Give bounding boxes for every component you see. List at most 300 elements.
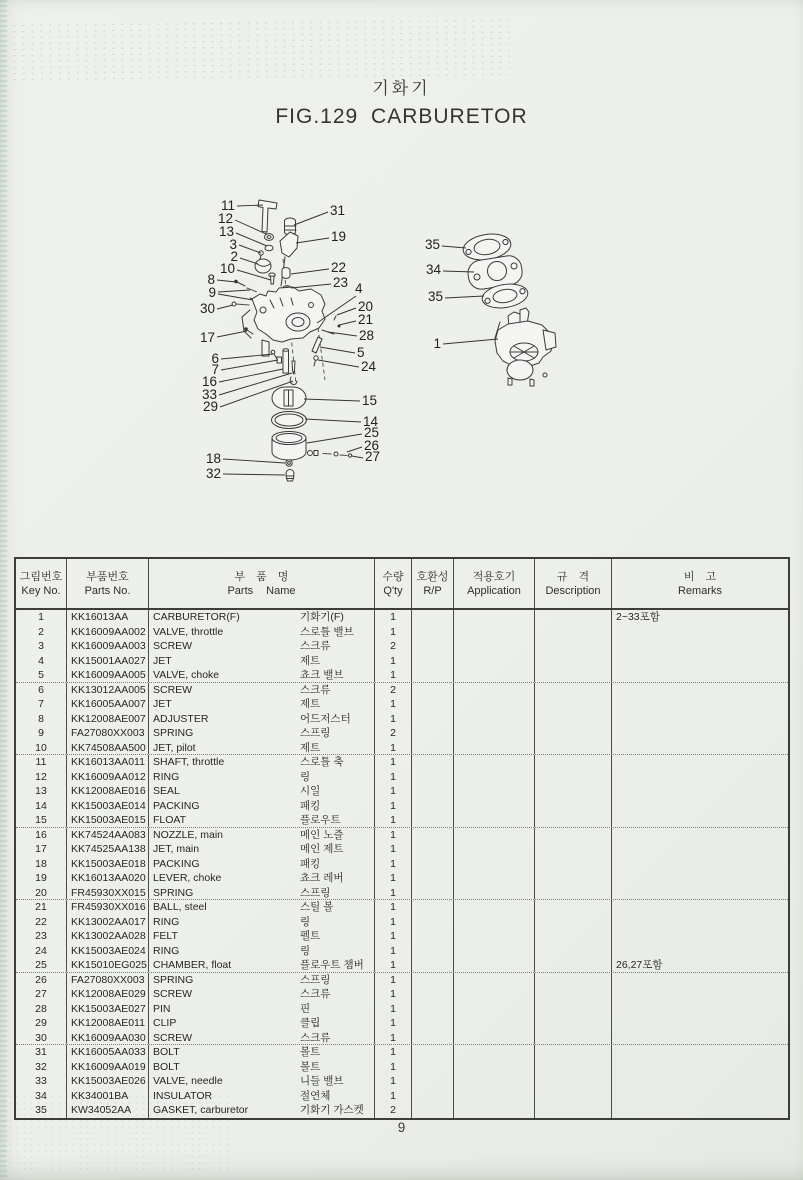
cell-remarks [612, 857, 788, 872]
cell-qty: 1 [375, 799, 412, 814]
cell-parts-no: KK74525AA138 [67, 842, 149, 857]
cell-description [535, 987, 612, 1002]
cell-parts-name-en: PIN [153, 1002, 171, 1015]
cell-parts-name-ko: 어드저스터 [297, 712, 375, 727]
cell-parts-name-en: VALVE, needle [153, 1075, 223, 1087]
cell-qty: 1 [375, 842, 412, 857]
cell-remarks [612, 813, 788, 827]
cell-parts-no: KK13002AA017 [67, 915, 149, 930]
cell-remarks [612, 770, 788, 785]
cell-description [535, 712, 612, 727]
cell-remarks [612, 987, 788, 1002]
cell-qty: 1 [375, 929, 412, 944]
cell-qty: 2 [375, 639, 412, 654]
cell-parts-name-en: RING [153, 915, 180, 928]
cell-qty: 1 [375, 973, 412, 988]
cell-description [535, 1074, 612, 1089]
cell-parts-name-ko: 스프링 [297, 886, 375, 900]
cell-remarks [612, 712, 788, 727]
cell-parts-name-en: FELT [153, 930, 178, 942]
parts-table [14, 557, 790, 1120]
cell-application [454, 683, 535, 698]
cell-remarks [612, 871, 788, 886]
table-row [16, 1002, 788, 1017]
cell-key-no: 19 [16, 871, 67, 886]
cell-rp [412, 683, 454, 698]
svg-text:19: 19 [331, 229, 347, 244]
cell-rp [412, 712, 454, 727]
cell-parts-name-ko: 제트 [297, 654, 375, 669]
cell-qty: 1 [375, 755, 412, 770]
cell-description [535, 726, 612, 741]
cell-parts-name-ko: 플로우트 챔버 [297, 958, 375, 972]
cell-parts-name-ko: 볼트 [297, 1060, 375, 1075]
exploded-parts-diagram [0, 0, 803, 520]
cell-qty: 1 [375, 857, 412, 872]
cell-qty: 1 [375, 886, 412, 900]
page-title: FIG.129 CARBURETOR [275, 105, 528, 128]
svg-text:18: 18 [205, 451, 221, 466]
cell-parts-no: KK16005AA007 [67, 697, 149, 712]
cell-rp [412, 799, 454, 814]
cell-parts-name-ko: 니들 밸브 [297, 1074, 375, 1089]
cell-remarks [612, 973, 788, 988]
cell-key-no: 21 [16, 900, 67, 915]
cell-description [535, 799, 612, 814]
cell-parts-name-ko: 스프링 [297, 973, 375, 988]
cell-description [535, 813, 612, 827]
cell-remarks [612, 1016, 788, 1031]
svg-text:17: 17 [199, 330, 215, 345]
cell-application [454, 770, 535, 785]
cell-description [535, 1031, 612, 1045]
cell-key-no: 24 [16, 944, 67, 959]
cell-parts-no: KK15001AA027 [67, 654, 149, 669]
svg-text:22: 22 [331, 260, 347, 275]
table-row [16, 741, 788, 756]
cell-key-no: 29 [16, 1016, 67, 1031]
cell-remarks [612, 828, 788, 843]
table-row [16, 1016, 788, 1031]
svg-text:24: 24 [361, 359, 377, 374]
svg-text:3: 3 [229, 237, 237, 252]
cell-rp [412, 1031, 454, 1045]
cell-parts-no: FR45930XX015 [67, 886, 149, 900]
cell-description [535, 639, 612, 654]
table-row [16, 1103, 788, 1118]
cell-application [454, 973, 535, 988]
cell-key-no: 1 [16, 610, 67, 625]
cell-description [535, 784, 612, 799]
cell-rp [412, 944, 454, 959]
cell-parts-name-ko: 링 [297, 944, 375, 959]
cell-description [535, 741, 612, 755]
cell-parts-no: KK16013AA020 [67, 871, 149, 886]
cell-qty: 1 [375, 697, 412, 712]
cell-application [454, 828, 535, 843]
svg-text:34: 34 [425, 262, 441, 277]
cell-rp [412, 770, 454, 785]
cell-rp [412, 871, 454, 886]
cell-parts-name-en: VALVE, throttle [153, 625, 224, 638]
cell-parts-name-en: SPRING [153, 973, 194, 986]
cell-parts-no: KK15003AE015 [67, 813, 149, 827]
cell-description [535, 886, 612, 900]
cell-parts-name-ko: 제트 [297, 741, 375, 755]
cell-parts-name-en: PACKING [153, 857, 200, 870]
cell-key-no: 7 [16, 697, 67, 712]
cell-application [454, 726, 535, 741]
svg-text:25: 25 [364, 425, 380, 440]
cell-parts-no: KK15003AE027 [67, 1002, 149, 1017]
table-row [16, 1045, 788, 1060]
svg-text:2: 2 [230, 249, 238, 264]
cell-description [535, 871, 612, 886]
cell-description [535, 929, 612, 944]
page-number: 9 [397, 1120, 406, 1135]
cell-parts-name-en: INSULATOR [153, 1089, 213, 1102]
cell-application [454, 784, 535, 799]
cell-parts-name-ko: 기화기 가스켓 [297, 1103, 375, 1118]
table-row [16, 871, 788, 886]
cell-qty: 1 [375, 828, 412, 843]
cell-description [535, 755, 612, 770]
cell-qty: 1 [375, 668, 412, 682]
cell-parts-name-ko: 클립 [297, 1016, 375, 1031]
cell-parts-no: FR45930XX016 [67, 900, 149, 915]
cell-parts-no: KK74508AA500 [67, 741, 149, 755]
cell-description [535, 668, 612, 682]
svg-text:33: 33 [201, 387, 217, 402]
cell-description [535, 842, 612, 857]
cell-parts-name-en: BOLT [153, 1046, 180, 1058]
table-row [16, 755, 788, 770]
cell-parts-no: KK13012AA005 [67, 683, 149, 698]
cell-key-no: 30 [16, 1031, 67, 1045]
cell-parts-name-ko: 절연체 [297, 1089, 375, 1104]
cell-rp [412, 625, 454, 640]
cell-remarks [612, 1103, 788, 1118]
cell-application [454, 900, 535, 915]
cell-description [535, 944, 612, 959]
cell-remarks [612, 929, 788, 944]
cell-parts-no: KK74524AA083 [67, 828, 149, 843]
cell-remarks [612, 1045, 788, 1060]
cell-rp [412, 1016, 454, 1031]
cell-application [454, 1045, 535, 1060]
table-row [16, 654, 788, 669]
cell-parts-name-ko: 제트 [297, 697, 375, 712]
cell-parts-name-en: JET, main [153, 843, 200, 855]
cell-key-no: 18 [16, 857, 67, 872]
cell-qty: 2 [375, 726, 412, 741]
cell-parts-name-en: RING [153, 770, 180, 783]
cell-remarks: 26,27포함 [616, 959, 663, 971]
cell-application [454, 1002, 535, 1017]
cell-remarks [612, 842, 788, 857]
carburetor-exploded-view [200, 198, 556, 481]
cell-application [454, 712, 535, 727]
table-row [16, 958, 788, 973]
cell-application [454, 871, 535, 886]
cell-qty: 1 [375, 915, 412, 930]
cell-application [454, 799, 535, 814]
cell-remarks [612, 900, 788, 915]
svg-text:32: 32 [205, 466, 221, 481]
cell-qty: 1 [375, 958, 412, 972]
cell-key-no: 16 [16, 828, 67, 843]
cell-parts-no: KK12008AE011 [67, 1016, 149, 1031]
cell-rp [412, 828, 454, 843]
cell-parts-name-ko: 패킹 [297, 799, 375, 814]
cell-application [454, 1016, 535, 1031]
cell-key-no: 9 [16, 726, 67, 741]
cell-key-no: 6 [16, 683, 67, 698]
cell-qty: 1 [375, 1074, 412, 1089]
cell-description [535, 1045, 612, 1060]
cell-remarks [612, 654, 788, 669]
cell-parts-name-en: BOLT [153, 1060, 180, 1073]
cell-rp [412, 726, 454, 741]
cell-rp [412, 755, 454, 770]
svg-text:26: 26 [364, 438, 380, 453]
cell-parts-no: KK16009AA002 [67, 625, 149, 640]
cell-parts-name-ko: 플로우트 [297, 813, 375, 827]
cell-key-no: 26 [16, 973, 67, 988]
svg-text:15: 15 [362, 393, 378, 408]
cell-application [454, 915, 535, 930]
table-row [16, 987, 788, 1002]
cell-remarks [612, 1060, 788, 1075]
header-remarks: 비 고 Remarks [677, 570, 722, 597]
cell-parts-name-en: SCREW [153, 988, 193, 1000]
cell-description [535, 683, 612, 698]
cell-application [454, 639, 535, 654]
cell-qty: 1 [375, 625, 412, 640]
cell-parts-name-en: JET [153, 654, 172, 667]
table-row [16, 784, 788, 799]
cell-parts-name-ko: 스프링 [297, 726, 375, 741]
svg-text:29: 29 [202, 399, 218, 414]
cell-remarks [612, 683, 788, 698]
cell-key-no: 12 [16, 770, 67, 785]
cell-parts-name-en: SEAL [153, 785, 180, 797]
cell-description [535, 915, 612, 930]
table-row [16, 712, 788, 727]
cell-description [535, 1103, 612, 1118]
parts-table-header [16, 559, 788, 610]
svg-text:27: 27 [365, 449, 381, 464]
cell-parts-name-en: CLIP [153, 1017, 177, 1029]
cell-remarks [612, 741, 788, 755]
cell-qty: 1 [375, 1031, 412, 1045]
table-row [16, 842, 788, 857]
cell-qty: 1 [375, 770, 412, 785]
cell-key-no: 33 [16, 1074, 67, 1089]
table-row [16, 900, 788, 915]
cell-parts-name-ko: 스틸 볼 [297, 900, 375, 915]
cell-qty: 1 [375, 1002, 412, 1017]
parts-table-body [16, 610, 788, 1118]
header-description: 규 격 Description [535, 559, 612, 608]
cell-rp [412, 900, 454, 915]
cell-key-no: 27 [16, 987, 67, 1002]
table-row [16, 770, 788, 785]
cell-remarks [612, 726, 788, 741]
table-row [16, 799, 788, 814]
cell-parts-no: KK16013AA011 [67, 755, 149, 770]
cell-remarks [612, 915, 788, 930]
cell-parts-no: KK15003AE026 [67, 1074, 149, 1089]
cell-parts-name-ko: 기화기(F) [297, 610, 375, 625]
svg-text:20: 20 [358, 299, 374, 314]
cell-key-no: 35 [16, 1103, 67, 1118]
svg-text:8: 8 [207, 272, 215, 287]
cell-application [454, 668, 535, 682]
cell-key-no: 4 [16, 654, 67, 669]
cell-qty: 1 [375, 784, 412, 799]
cell-parts-no: KK16005AA033 [67, 1045, 149, 1060]
cell-application [454, 755, 535, 770]
cell-rp [412, 1074, 454, 1089]
cell-rp [412, 654, 454, 669]
svg-text:11: 11 [220, 198, 235, 213]
cell-remarks [612, 799, 788, 814]
cell-parts-name-en: FLOAT [153, 814, 187, 826]
cell-application [454, 1031, 535, 1045]
cell-parts-name-ko: 볼트 [297, 1045, 375, 1060]
cell-key-no: 13 [16, 784, 67, 799]
cell-parts-name-en: JET, pilot [153, 741, 196, 754]
cell-rp [412, 697, 454, 712]
diagram-callouts [200, 198, 498, 481]
cell-qty: 1 [375, 987, 412, 1002]
cell-parts-name-ko: 시일 [297, 784, 375, 799]
cell-parts-name-en: LEVER, choke [153, 872, 222, 884]
cell-key-no: 17 [16, 842, 67, 857]
cell-description [535, 610, 612, 625]
cell-application [454, 625, 535, 640]
cell-parts-name-en: SCREW [153, 1031, 193, 1044]
svg-text:31: 31 [330, 203, 346, 218]
cell-key-no: 31 [16, 1045, 67, 1060]
table-row [16, 1074, 788, 1089]
cell-rp [412, 958, 454, 972]
svg-text:5: 5 [357, 345, 365, 360]
cell-parts-name-en: RING [153, 944, 180, 957]
cell-parts-no: KK16009AA003 [67, 639, 149, 654]
table-row [16, 929, 788, 944]
header-parts-no: 부품번호 Parts No. [67, 559, 149, 608]
cell-application [454, 1089, 535, 1104]
cell-key-no: 15 [16, 813, 67, 827]
cell-parts-no: KK15003AE018 [67, 857, 149, 872]
cell-qty: 1 [375, 900, 412, 915]
cell-rp [412, 668, 454, 682]
cell-qty: 1 [375, 813, 412, 827]
cell-parts-no: KK16009AA012 [67, 770, 149, 785]
cell-remarks [612, 784, 788, 799]
cell-qty: 2 [375, 1103, 412, 1118]
cell-qty: 1 [375, 610, 412, 625]
cell-rp [412, 973, 454, 988]
svg-text:35: 35 [427, 289, 443, 304]
cell-parts-name-en: SCREW [153, 640, 193, 652]
cell-parts-no: KK12008AE016 [67, 784, 149, 799]
cell-parts-name-en: VALVE, choke [153, 669, 220, 681]
cell-parts-name-ko: 스크류 [297, 683, 375, 698]
cell-parts-no: KK16013AA [67, 610, 149, 625]
cell-qty: 1 [375, 1016, 412, 1031]
cell-application [454, 654, 535, 669]
cell-parts-name-ko: 메인 제트 [297, 842, 375, 857]
cell-parts-no: KK15003AE024 [67, 944, 149, 959]
table-row [16, 828, 788, 843]
cell-parts-name-ko: 스로틀 밸브 [297, 625, 375, 640]
cell-parts-no: KW34052AA [67, 1103, 149, 1118]
cell-rp [412, 1045, 454, 1060]
cell-description [535, 654, 612, 669]
table-row [16, 625, 788, 640]
cell-rp [412, 1103, 454, 1118]
cell-rp [412, 886, 454, 900]
cell-rp [412, 1060, 454, 1075]
cell-parts-name-en: SPRING [153, 727, 194, 739]
cell-parts-name-en: BALL, steel [153, 901, 207, 913]
cell-remarks [612, 944, 788, 959]
cell-parts-no: KK12008AE007 [67, 712, 149, 727]
cell-key-no: 25 [16, 958, 67, 972]
table-row [16, 1089, 788, 1104]
cell-parts-name-ko: 쵸크 밸브 [297, 668, 375, 682]
cell-rp [412, 1002, 454, 1017]
cell-application [454, 958, 535, 972]
svg-text:4: 4 [355, 281, 363, 296]
cell-application [454, 610, 535, 625]
cell-parts-name-ko: 메인 노즐 [297, 828, 375, 843]
cell-remarks [612, 1031, 788, 1045]
cell-qty: 2 [375, 683, 412, 698]
cell-application [454, 741, 535, 755]
svg-text:16: 16 [201, 374, 217, 389]
cell-key-no: 8 [16, 712, 67, 727]
table-row [16, 639, 788, 654]
cell-application [454, 1103, 535, 1118]
cell-remarks [612, 668, 788, 682]
cell-description [535, 1002, 612, 1017]
svg-text:30: 30 [199, 301, 215, 316]
cell-parts-name-en: ADJUSTER [153, 712, 209, 725]
cell-qty: 1 [375, 871, 412, 886]
cell-application [454, 1074, 535, 1089]
cell-parts-name-ko: 패킹 [297, 857, 375, 872]
cell-application [454, 1060, 535, 1075]
cell-rp [412, 1089, 454, 1104]
cell-qty: 1 [375, 944, 412, 959]
cell-key-no: 32 [16, 1060, 67, 1075]
cell-rp [412, 857, 454, 872]
table-row [16, 683, 788, 698]
cell-description [535, 857, 612, 872]
cell-rp [412, 842, 454, 857]
cell-qty: 1 [375, 741, 412, 755]
cell-parts-name-en: SHAFT, throttle [153, 756, 225, 768]
cell-remarks [612, 639, 788, 654]
header-qty: 수량 Q'ty [375, 559, 412, 608]
cell-description [535, 958, 612, 972]
cell-parts-no: KK16009AA005 [67, 668, 149, 682]
svg-text:12: 12 [217, 211, 233, 226]
